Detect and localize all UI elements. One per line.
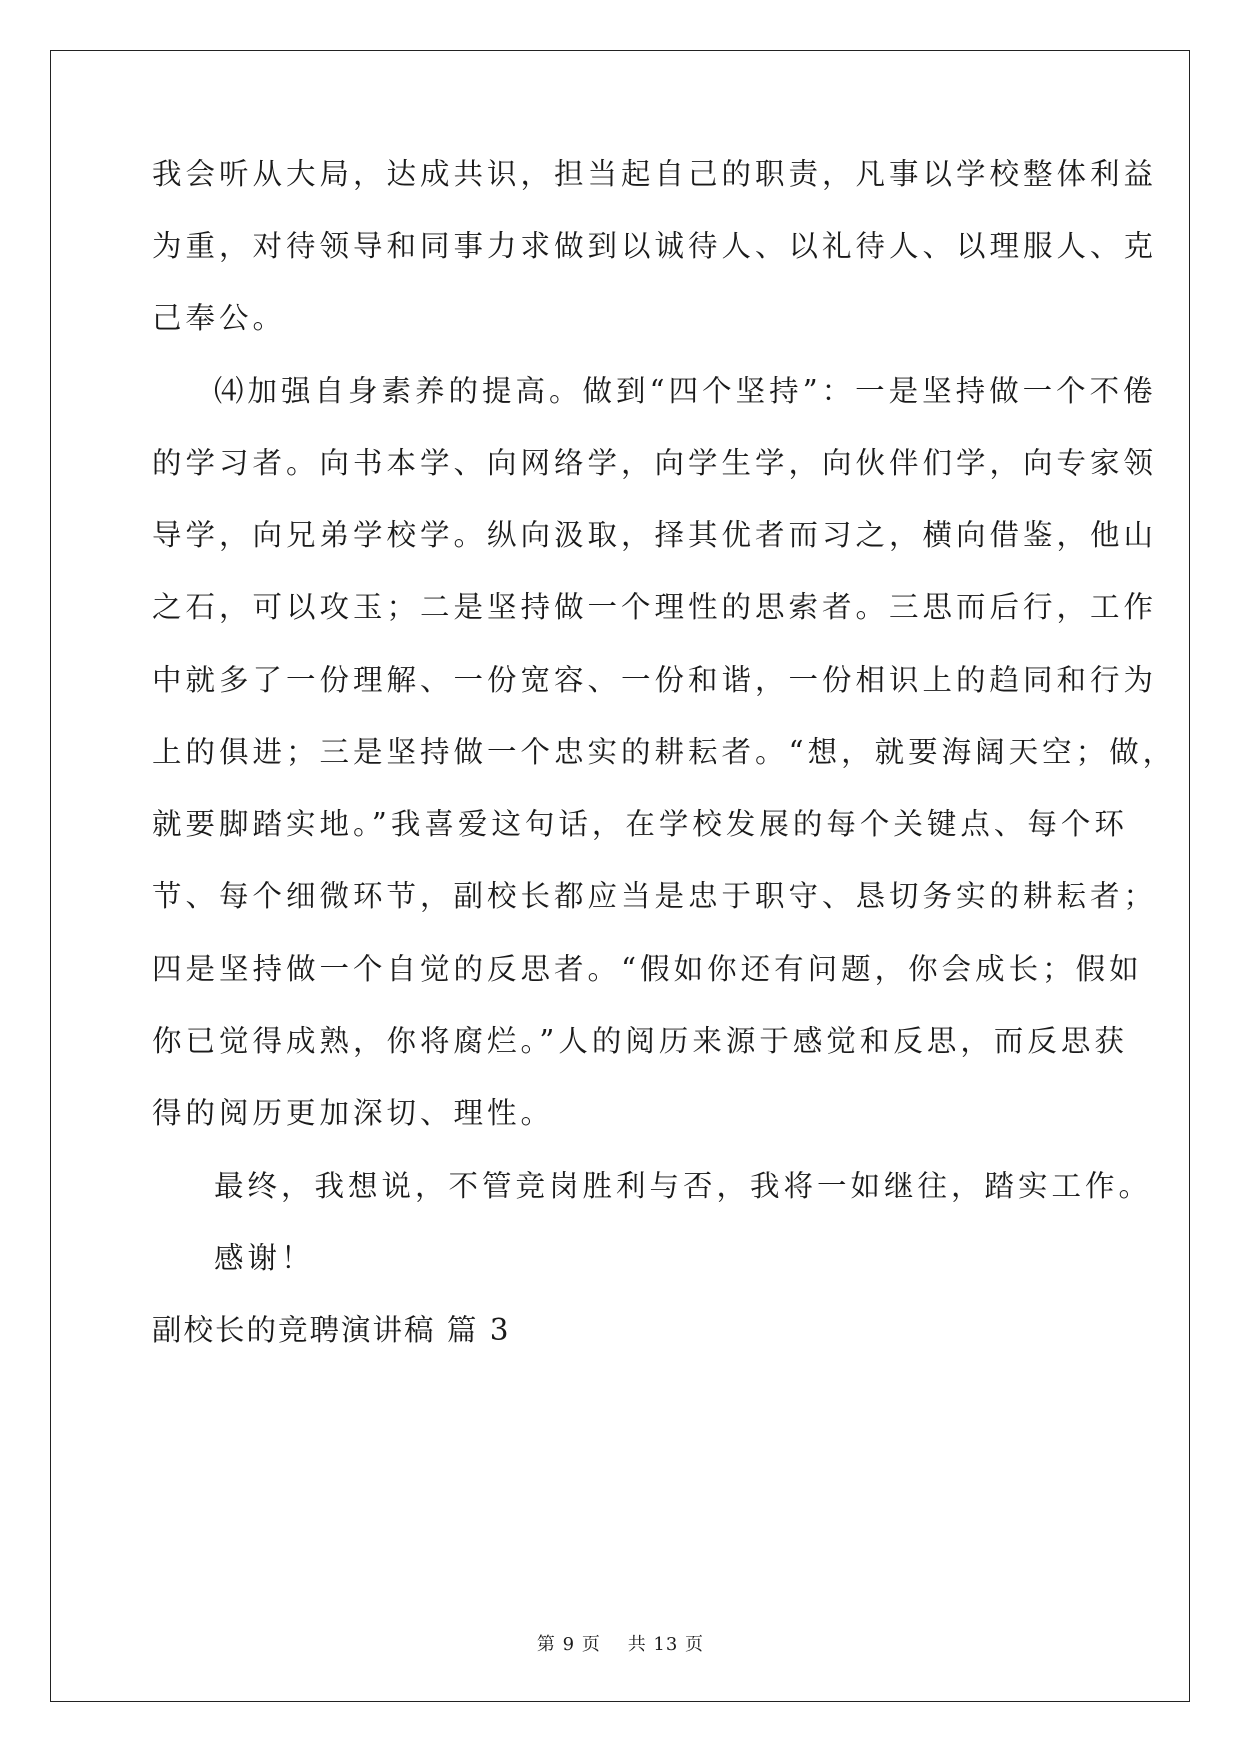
paragraph-line: 感谢！ [214, 1241, 315, 1275]
paragraph-line: 之石，可以攻玉；二是坚持做一个理性的思索者。三思而后行，工作 [152, 590, 1158, 624]
paragraph-line: 中就多了一份理解、一份宽容、一份和谐，一份相识上的趋同和行为 [152, 663, 1158, 697]
paragraph-line: 己奉公。 [152, 301, 287, 335]
paragraph-line: 我会听从大局，达成共识，担当起自己的职责，凡事以学校整体利益 [152, 157, 1158, 191]
paragraph-line: 得的阅历更加深切、理性。 [152, 1096, 555, 1130]
section-heading: 副校长的竞聘演讲稿 篇 3 [152, 1313, 511, 1347]
paragraph-line: 节、每个细微环节，副校长都应当是忠于职守、恳切务实的耕耘者； [152, 879, 1158, 913]
paragraph-line: 你已觉得成熟，你将腐烂。”人的阅历来源于感觉和反思，而反思获 [152, 1024, 1128, 1058]
paragraph-line: 为重，对待领导和同事力求做到以诚待人、以礼待人、以理服人、克 [152, 229, 1158, 263]
page-border [50, 50, 1190, 1702]
paragraph-line: 四是坚持做一个自觉的反思者。“假如你还有问题，你会成长；假如 [152, 952, 1143, 986]
page-number-footer: 第 9 页 共 13 页 [536, 1634, 705, 1655]
paragraph-line: 导学，向兄弟学校学。纵向汲取，择其优者而习之，横向借鉴，他山 [152, 518, 1158, 552]
paragraph-line: ⑷加强自身素养的提高。做到“四个坚持”：一是坚持做一个不倦 [214, 374, 1157, 408]
paragraph-line: 最终，我想说，不管竞岗胜利与否，我将一如继往，踏实工作。 [214, 1169, 1153, 1203]
paragraph-line: 就要脚踏实地。”我喜爱这句话，在学校发展的每个关键点、每个环 [152, 807, 1128, 841]
paragraph-line: 上的俱进；三是坚持做一个忠实的耕耘者。“想，就要海阔天空；做， [152, 735, 1177, 769]
paragraph-line: 的学习者。向书本学、向网络学，向学生学，向伙伴们学，向专家领 [152, 446, 1158, 480]
